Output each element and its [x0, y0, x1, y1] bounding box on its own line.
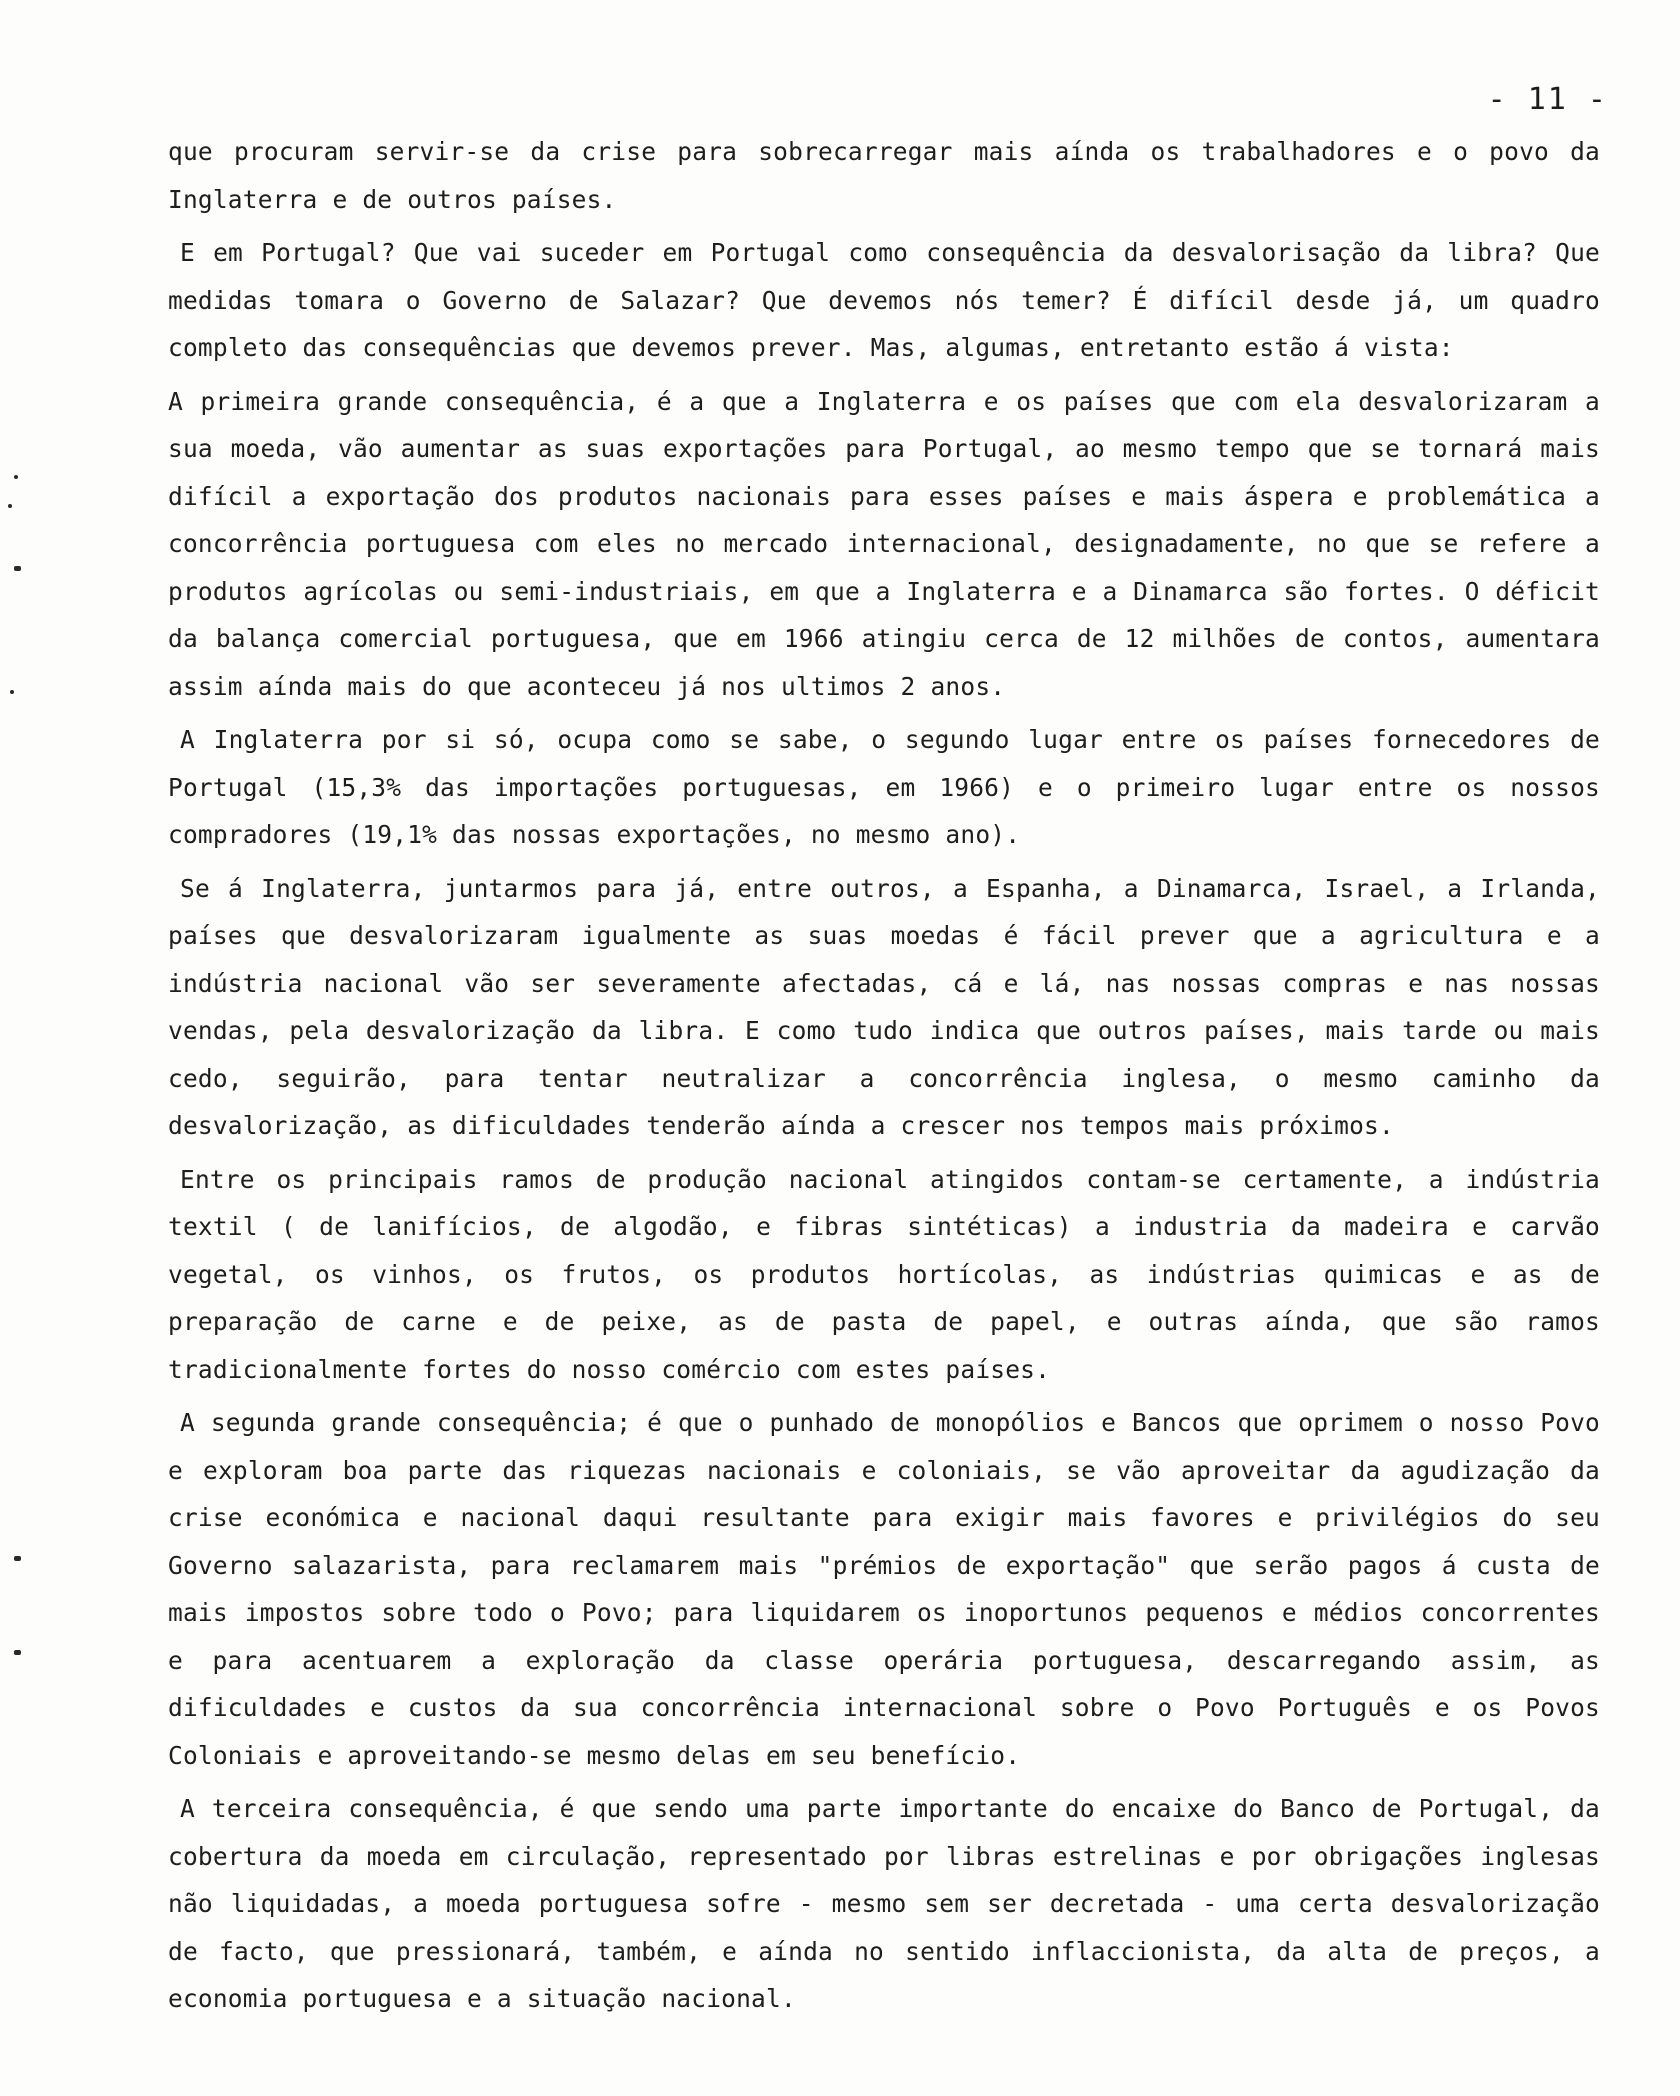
paragraph: que procuram servir-se da crise para sobrecarregar mais aínda os trabalhadores e o povo da Inglaterra e de outros países. — [168, 137, 1600, 214]
page-number: - 11 - — [1487, 82, 1608, 117]
paragraph: Se á Inglaterra, juntarmos para já, entre outros, a Espanha, a Dinamarca, Israel, a Irlanda, países que desvalorizaram igualmente as suas moedas é fácil prever que a agricultura e a indústria nacional vão ser severamente afectadas, cá e lá, nas nossas compras e nas nossas vendas, pela desvalorização da libra. E como tudo indica que outros países, mais tarde ou mais cedo, seguirão, para tentar neutralizar a concorrência inglesa, o mesmo caminho da desvalorização, as dificuldades tenderão aínda a crescer nos tempos mais próximos. — [168, 873, 1600, 1140]
margin-mark — [8, 504, 12, 508]
paragraph: A primeira grande consequência, é a que a Inglaterra e os países que com ela desvalorizaram a sua moeda, vão aumentar as suas exportações para Portugal, ao mesmo tempo que se tornará mais difícil a exportação dos produtos nacionais para esses países e mais áspera e problemática a concorrência portuguesa com eles no mercado internacional, designadamente, no que se refere a produtos agrícolas ou semi-industriais, em que a Inglaterra e a Dinamarca são fortes. O déficit da balança comercial portuguesa, que em 1966 atingiu cerca de 12 milhões de contos, aumentara assim aínda mais do que aconteceu já nos ultimos 2 anos. — [168, 386, 1600, 701]
margin-mark — [10, 690, 14, 694]
paragraph: A Inglaterra por si só, ocupa como se sabe, o segundo lugar entre os países fornecedores de Portugal (15,3% das importações portuguesas, em 1966) e o primeiro lugar entre os nossos compradores (19,1% das nossas exportações, no mesmo ano). — [168, 725, 1600, 849]
margin-mark — [14, 475, 18, 479]
paragraph: Entre os principais ramos de produção nacional atingidos contam-se certamente, a indústria textil ( de lanifícios, de algodão, e fibras sintéticas) a industria da madeira e carvão vegetal, os vinhos, os frutos, os produtos hortícolas, as indústrias quimicas e as de preparação de carne e de peixe, as de pasta de papel, e outras aínda, que são ramos tradicionalmente fortes do nosso comércio com estes países. — [168, 1164, 1600, 1384]
paragraph: A segunda grande consequência; é que o punhado de monopólios e Bancos que oprimem o nosso Povo e exploram boa parte das riquezas nacionais e coloniais, se vão aproveitar da agudização da crise económica e nacional daqui resultante para exigir mais favores e privilégios do seu Governo salazarista, para reclamarem mais "prémios de exportação" que serão pagos á custa de mais impostos sobre todo o Povo; para liquidarem os inoportunos pequenos e médios concorrentes e para acentuarem a exploração da classe operária portuguesa, descarregando assim, as dificuldades e custos da sua concorrência internacional sobre o Povo Português e os Povos Coloniais e aproveitando-se mesmo delas em seu benefício. — [168, 1408, 1600, 1770]
document-body — [168, 128, 1600, 2029]
paragraph: E em Portugal? Que vai suceder em Portugal como consequência da desvalorisação da libra? Que medidas tomara o Governo de Salazar? Que devemos nós temer? É difícil desde já, um quadro completo das consequências que devemos prever. Mas, algumas, entretanto estão á vista: — [168, 238, 1600, 362]
margin-mark — [14, 1556, 21, 1561]
paragraph: A terceira consequência, é que sendo uma parte importante do encaixe do Banco de Portugal, da cobertura da moeda em circulação, representado por libras estrelinas e por obrigações inglesas não liquidadas, a moeda portuguesa sofre - mesmo sem ser decretada - uma certa desvalorização de facto, que pressionará, também, e aínda no sentido inflaccionista, da alta de preços, a economia portuguesa e a situação nacional. — [168, 1794, 1600, 2013]
margin-mark — [14, 1650, 21, 1655]
margin-mark — [14, 566, 21, 571]
